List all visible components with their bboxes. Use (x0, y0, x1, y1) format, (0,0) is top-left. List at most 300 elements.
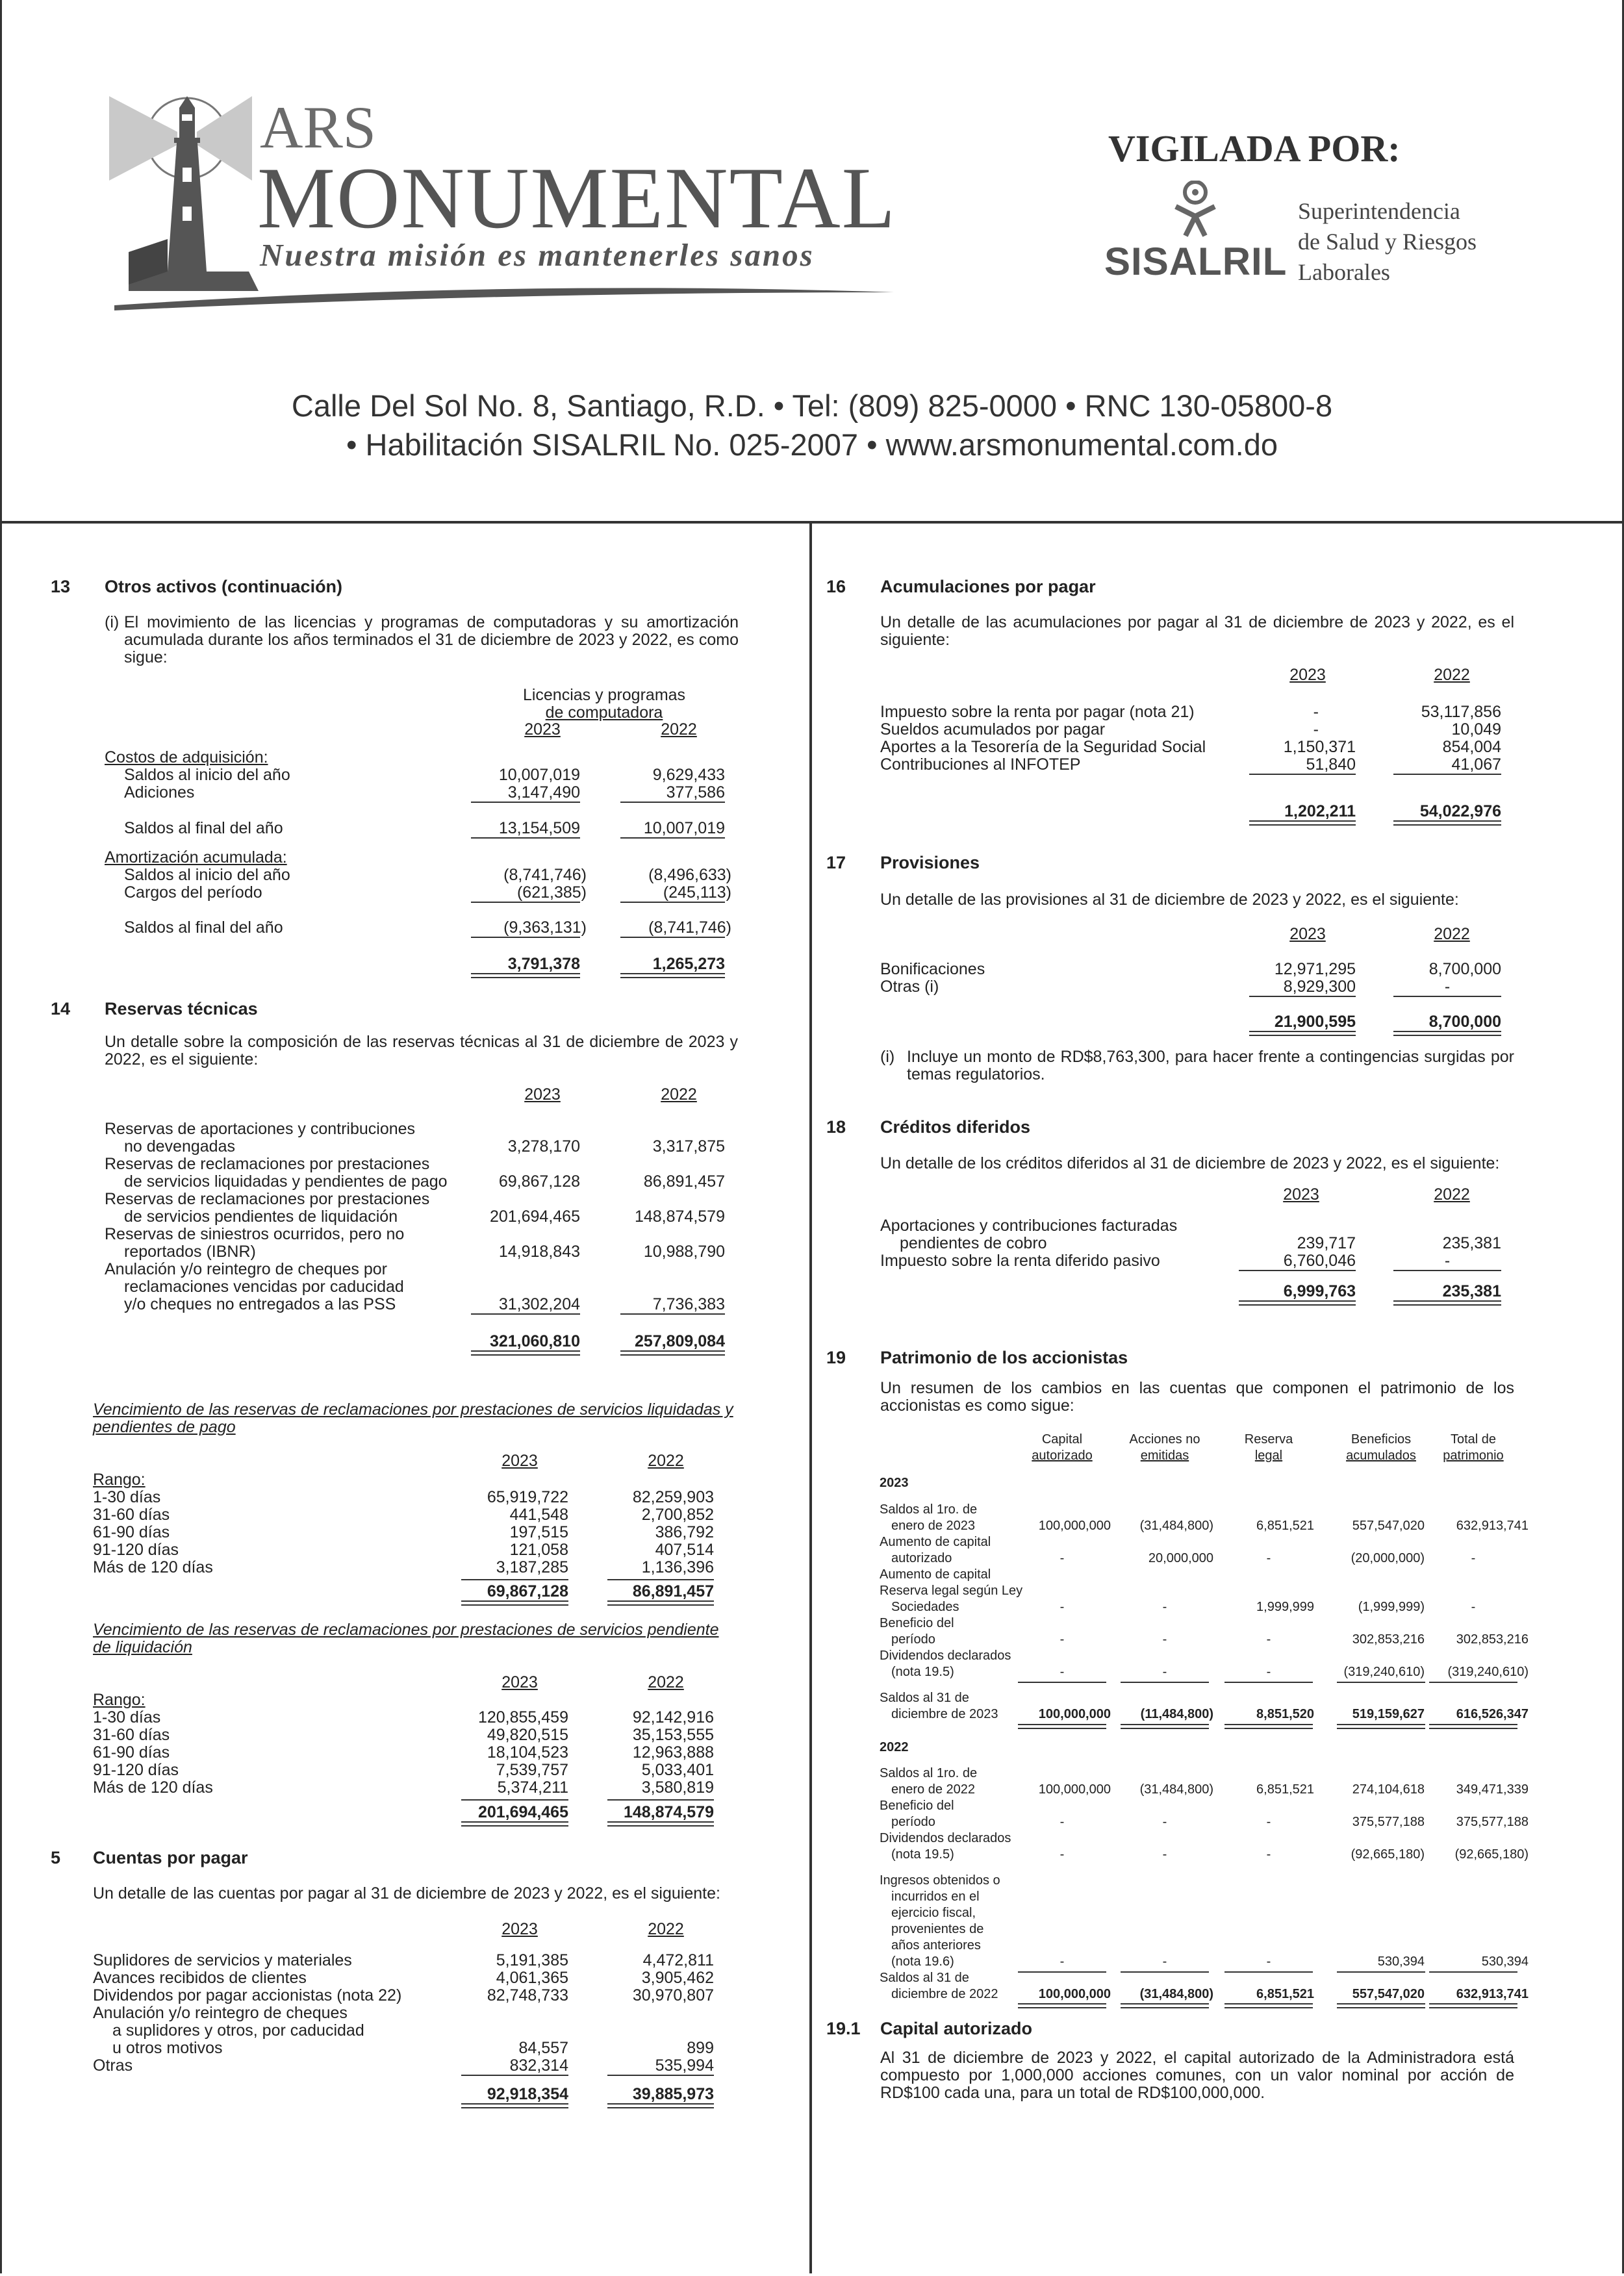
double-rule (461, 1821, 568, 1827)
double-rule (1429, 1724, 1517, 1729)
section-title: Capital autorizado (880, 2019, 1033, 2038)
section-number: 19 (826, 1348, 846, 1367)
row-label: Adiciones (124, 783, 195, 802)
total-2023: 3,791,378 (507, 955, 580, 973)
equity-value: - (1059, 1847, 1065, 1862)
row-label: Beneficio del (880, 1799, 954, 1813)
value-2022: 3,905,462 (641, 1969, 714, 1987)
rule (620, 837, 725, 839)
row-label: diciembre de 2022 (891, 1987, 998, 2001)
row-label: Beneficio del (880, 1616, 954, 1630)
row-label: Aumento de capital (880, 1567, 991, 1582)
section-title: Patrimonio de los accionistas (880, 1348, 1128, 1367)
double-rule (607, 1821, 714, 1827)
section-number: 5 (51, 1848, 61, 1867)
value-2023: 197,515 (509, 1523, 568, 1541)
row-label: Saldos al final del año (124, 918, 283, 937)
column-header: Reserva (1244, 1432, 1293, 1447)
total-2022: 39,885,973 (632, 2085, 714, 2103)
section-title: Provisiones (880, 853, 980, 872)
section-number: 13 (51, 577, 71, 596)
value-2022: 35,153,555 (632, 1726, 714, 1744)
subsection-title: pendientes de pago (93, 1418, 236, 1436)
row-label: pendientes de cobro (900, 1234, 1047, 1252)
double-rule (620, 1350, 725, 1356)
row-label: Bonificaciones (880, 960, 985, 978)
value-2022: 30,970,807 (632, 1986, 714, 2004)
double-rule (471, 973, 580, 978)
equity-value: (92,665,180) (1351, 1847, 1425, 1862)
value-2022: 4,472,811 (642, 1951, 714, 1969)
double-rule (1249, 1031, 1356, 1036)
total-2023: 69,867,128 (487, 1582, 568, 1600)
rule (461, 1799, 568, 1801)
double-rule (1249, 820, 1356, 826)
double-rule (461, 1600, 568, 1606)
equity-value: - (1059, 1815, 1065, 1829)
value-2023: 65,919,722 (487, 1488, 568, 1506)
row-label: Avances recibidos de clientes (93, 1969, 307, 1987)
row-label: período (891, 1815, 935, 1829)
section-number: 16 (826, 577, 846, 596)
row-label: años anteriores (891, 1938, 981, 1953)
range-label: Más de 120 días (93, 1778, 213, 1797)
rule (1393, 774, 1501, 775)
equity-value: - (1162, 1665, 1167, 1679)
value-2022: - (1444, 1252, 1451, 1270)
value-2022: 3,580,819 (641, 1778, 714, 1797)
equity-value: - (1266, 1665, 1271, 1679)
rule (1224, 1682, 1313, 1683)
rule (471, 837, 580, 839)
row-label: enero de 2022 (891, 1782, 976, 1797)
equity-value: 349,471,339 (1456, 1782, 1529, 1797)
row-label: reclamaciones vencidas por caducidad (124, 1278, 404, 1296)
section-title: Acumulaciones por pagar (880, 577, 1096, 596)
equity-value: 557,547,020 (1352, 1987, 1425, 2001)
vigilada-por-label: VIGILADA POR: (1108, 127, 1401, 170)
total-2022: 86,891,457 (632, 1582, 714, 1600)
column-header-line2: de computadora (545, 703, 663, 722)
value-2022: 1,136,396 (641, 1558, 714, 1576)
row-label: (nota 19.5) (891, 1847, 954, 1862)
equity-value: - (1266, 1815, 1271, 1829)
row-label: (nota 19.5) (891, 1665, 954, 1679)
value-2022: 10,988,790 (643, 1243, 725, 1261)
double-rule (1429, 2003, 1517, 2008)
double-rule (1239, 1300, 1356, 1306)
equity-value: 375,577,188 (1352, 1815, 1425, 1829)
total-2022: 235,381 (1442, 1282, 1501, 1300)
range-label: 1-30 días (93, 1708, 161, 1726)
double-rule (1018, 1724, 1106, 1729)
row-label: Anulación y/o reintegro de cheques (93, 2004, 348, 2022)
rule (1429, 1682, 1517, 1683)
equity-value: - (1162, 1632, 1167, 1647)
row-label: Reservas de siniestros ocurridos, pero no (105, 1225, 405, 1243)
year-group-2023: 2023 (880, 1476, 909, 1490)
value-2022: 235,381 (1442, 1234, 1501, 1252)
amortizacion-label: Amortización acumulada: (105, 848, 287, 866)
value-2022: 82,259,903 (632, 1488, 714, 1506)
value-2023: (621,385) (516, 883, 587, 902)
logo-monumental-text: MONUMENTAL (257, 150, 897, 247)
value-2023: 18,104,523 (487, 1743, 568, 1762)
year-2022: 2022 (661, 1085, 697, 1104)
equity-value: - (1059, 1632, 1065, 1647)
rule (1018, 1971, 1106, 1973)
range-label: 31-60 días (93, 1506, 170, 1524)
rule (620, 802, 725, 803)
year-2022: 2022 (648, 1452, 684, 1470)
rule (1393, 996, 1501, 997)
intro-paragraph: Un detalle de las acumulaciones por pagar al 31 de diciembre de 2023 y 2022, es el siguiente: (880, 613, 1514, 649)
row-label: Dividendos declarados (880, 1649, 1011, 1663)
value-2023: (8,741,746) (503, 866, 587, 884)
year-2022: 2022 (1434, 666, 1470, 684)
equity-value: 1,999,999 (1256, 1600, 1314, 1614)
year-2023: 2023 (501, 1452, 538, 1470)
intro-paragraph: Un detalle de las cuentas por pagar al 31 de diciembre de 2023 y 2022, es el siguiente: (93, 1884, 720, 1903)
section-title: Reservas técnicas (105, 999, 258, 1018)
intro-paragraph: Un detalle sobre la composición de las reservas técnicas al 31 de diciembre de 2023 y 2022, es el siguiente: (105, 1033, 738, 1068)
intro-marker: (i) (105, 613, 120, 631)
subsection-title: Vencimiento de las reservas de reclamaciones por prestaciones de servicios pendiente (93, 1621, 719, 1639)
equity-value: 6,851,521 (1256, 1782, 1314, 1797)
equity-value: - (1162, 1847, 1167, 1862)
total-2022: 257,809,084 (634, 1332, 725, 1350)
rule (607, 1579, 714, 1580)
value-2022: 899 (687, 2039, 714, 2057)
year-2023: 2023 (1289, 925, 1326, 943)
total-2022: 8,700,000 (1428, 1013, 1501, 1031)
intro-paragraph: Un detalle de las provisiones al 31 de diciembre de 2023 y 2022, es el siguiente: (880, 891, 1459, 909)
range-label: 61-90 días (93, 1743, 170, 1762)
value-2022: 12,963,888 (632, 1743, 714, 1762)
column-header: Beneficios (1351, 1432, 1412, 1447)
value-2023: (9,363,131) (503, 918, 587, 937)
column-header: autorizado (1032, 1448, 1093, 1463)
column-divider (809, 521, 812, 2273)
equity-value: 302,853,216 (1352, 1632, 1425, 1647)
equity-value: - (1162, 1600, 1167, 1614)
row-label: Reservas de aportaciones y contribuciones (105, 1120, 416, 1138)
value-2022: 5,033,401 (641, 1761, 714, 1779)
note-text: Incluye un monto de RD$8,763,300, para hacer frente a contingencias surgidas por temas regulatorios. (907, 1048, 1514, 1083)
rango-label: Rango: (93, 1691, 146, 1709)
total-2022: 54,022,976 (1419, 802, 1501, 820)
note-marker: (i) (880, 1048, 895, 1066)
section-title: Créditos diferidos (880, 1117, 1031, 1137)
range-label: 1-30 días (93, 1488, 161, 1506)
value-2023: 3,147,490 (507, 783, 580, 802)
value-2023: 13,154,509 (498, 819, 580, 837)
value-2022: 854,004 (1442, 738, 1501, 756)
row-label: Saldos al inicio del año (124, 866, 290, 884)
equity-value: (92,665,180) (1454, 1847, 1529, 1862)
row-label: Saldos al final del año (124, 819, 283, 837)
total-2023: 92,918,354 (487, 2085, 568, 2103)
row-label: Contribuciones al INFOTEP (880, 755, 1081, 774)
rule (1337, 1971, 1425, 1973)
row-label: Saldos al 31 de (880, 1691, 969, 1705)
value-2022: 535,994 (655, 2056, 714, 2075)
row-label: diciembre de 2023 (891, 1707, 998, 1721)
equity-value: - (1162, 1815, 1167, 1829)
column-header: acumulados (1346, 1448, 1416, 1463)
year-2023: 2023 (1283, 1185, 1319, 1204)
value-2023: 1,150,371 (1283, 738, 1356, 756)
rule (461, 2075, 568, 2076)
address-line-1: Calle Del Sol No. 8, Santiago, R.D. • Tel: (809) 825-0000 • RNC 130-05800-8 (291, 388, 1333, 423)
row-label: Sueldos acumulados por pagar (880, 720, 1106, 739)
row-label: provenientes de (891, 1922, 984, 1936)
equity-value: - (1266, 1632, 1271, 1647)
double-rule (1121, 1724, 1209, 1729)
row-label: Saldos al 1ro. de (880, 1502, 978, 1517)
row-label: u otros motivos (112, 2039, 223, 2057)
year-2022: 2022 (648, 1673, 684, 1691)
rule (1249, 774, 1356, 775)
row-label: no devengadas (124, 1137, 235, 1156)
equity-value: 6,851,521 (1256, 1987, 1314, 2001)
section-text: Al 31 de diciembre de 2023 y 2022, el capital autorizado de la Administradora está compuesto por 1,000,000 acciones comunes, con un valor nominal por acción de RD$100 cada una, para un total de RD$100,000,000. (880, 2049, 1514, 2102)
sisalril-person-icon (1169, 181, 1221, 239)
year-2022: 2022 (1434, 1185, 1470, 1204)
row-label: ejercicio fiscal, (891, 1906, 976, 1920)
year-2022: 2022 (1434, 925, 1470, 943)
rule (1121, 1971, 1209, 1973)
total-2023: 21,900,595 (1274, 1013, 1356, 1031)
value-2023: 3,278,170 (507, 1137, 580, 1156)
row-label: Saldos al 1ro. de (880, 1766, 978, 1780)
rule (1239, 1270, 1356, 1271)
row-label: Reserva legal según Ley (880, 1584, 1023, 1598)
double-rule (1337, 1724, 1425, 1729)
equity-value: (11,484,800) (1140, 1707, 1213, 1721)
equity-value: - (1471, 1551, 1476, 1565)
rule (1121, 1682, 1209, 1683)
value-2022: (8,496,633) (648, 866, 731, 884)
double-rule (607, 2103, 714, 2108)
section-number: 19.1 (826, 2019, 861, 2038)
row-label: de servicios pendientes de liquidación (124, 1208, 398, 1226)
row-label: Ingresos obtenidos o (880, 1873, 1000, 1888)
row-label: incurridos en el (891, 1890, 980, 1904)
column-header: patrimonio (1443, 1448, 1504, 1463)
double-rule (1393, 820, 1501, 826)
value-2023: 832,314 (509, 2056, 568, 2075)
total-2023: 1,202,211 (1284, 802, 1356, 820)
equity-value: 530,394 (1377, 1954, 1425, 1969)
rule (471, 902, 580, 903)
value-2022: 10,049 (1451, 720, 1501, 739)
value-2023: 14,918,843 (498, 1243, 580, 1261)
row-label: enero de 2023 (891, 1519, 976, 1533)
value-2023: - (1313, 720, 1319, 739)
total-2023: 321,060,810 (489, 1332, 580, 1350)
value-2022: 10,007,019 (643, 819, 725, 837)
column-header-line1: Licencias y programas (522, 686, 686, 704)
section-title: Cuentas por pagar (93, 1848, 248, 1867)
equity-value: - (1059, 1551, 1065, 1565)
value-2023: 3,187,285 (496, 1558, 568, 1576)
equity-value: 302,853,216 (1456, 1632, 1529, 1647)
row-label: Dividendos por pagar accionistas (nota 22) (93, 1986, 402, 2004)
subsection-title: Vencimiento de las reservas de reclamaciones por prestaciones de servicios liquidadas y (93, 1400, 733, 1419)
rule (607, 2075, 714, 2076)
column-header: Total de (1450, 1432, 1497, 1447)
value-2023: 82,748,733 (487, 1986, 568, 2004)
equity-value: 6,851,521 (1256, 1519, 1314, 1533)
value-2022: 92,142,916 (632, 1708, 714, 1726)
row-label: Otras (i) (880, 978, 939, 996)
value-2023: 8,929,300 (1283, 978, 1356, 996)
value-2023: 121,058 (509, 1541, 568, 1559)
value-2023: - (1313, 703, 1319, 721)
double-rule (1393, 1300, 1501, 1306)
value-2022: 7,736,383 (652, 1295, 725, 1313)
equity-value: 100,000,000 (1038, 1519, 1111, 1533)
year-2023: 2023 (1289, 666, 1326, 684)
equity-value: (319,240,610) (1447, 1665, 1529, 1679)
row-label: Reservas de reclamaciones por prestaciones (105, 1155, 430, 1173)
rule (471, 802, 580, 803)
rule (1429, 1971, 1517, 1973)
year-2023: 2023 (501, 1673, 538, 1691)
equity-value: 616,526,347 (1456, 1707, 1529, 1721)
value-2023: 4,061,365 (496, 1969, 568, 1987)
value-2022: 41,067 (1451, 755, 1501, 774)
equity-value: - (1266, 1551, 1271, 1565)
value-2022: 3,317,875 (652, 1137, 725, 1156)
row-label: Dividendos declarados (880, 1831, 1011, 1845)
intro-paragraph: El movimiento de las licencias y programas de computadoras y su amortización acumulada durante los años terminados el 31 de diciembre de 2023 y 2022, es como sigue: (124, 613, 739, 666)
logo-ars-text: ARS (260, 94, 376, 160)
value-2023: 5,191,385 (496, 1951, 568, 1969)
equity-value: 8,851,520 (1256, 1707, 1314, 1721)
equity-value: (31,484,800) (1139, 1519, 1213, 1533)
intro-paragraph: Un detalle de los créditos diferidos al 31 de diciembre de 2023 y 2022, es el siguiente: (880, 1154, 1500, 1172)
row-label: Anulación y/o reintegro de cheques por (105, 1260, 388, 1278)
rule (471, 937, 580, 938)
value-2022: 377,586 (666, 783, 725, 802)
year-2023: 2023 (524, 720, 561, 739)
double-rule (1224, 2003, 1313, 2008)
year-2023: 2023 (501, 1920, 538, 1938)
sisalril-wordmark: SISALRIL (1104, 240, 1288, 283)
rule (620, 902, 725, 903)
equity-value: - (1266, 1954, 1271, 1969)
equity-value: - (1059, 1665, 1065, 1679)
value-2023: 49,820,515 (487, 1726, 568, 1744)
equity-value: 557,547,020 (1352, 1519, 1425, 1533)
value-2023: 441,548 (509, 1506, 568, 1524)
equity-value: 375,577,188 (1456, 1815, 1529, 1829)
costos-label: Costos de adquisición: (105, 748, 268, 766)
value-2022: 53,117,856 (1421, 703, 1501, 721)
row-label: Reservas de reclamaciones por prestaciones (105, 1190, 430, 1208)
rule (1337, 1682, 1425, 1683)
row-label: reportados (IBNR) (124, 1243, 256, 1261)
equity-value: (319,240,610) (1343, 1665, 1425, 1679)
value-2022: 386,792 (655, 1523, 714, 1541)
equity-value: 100,000,000 (1038, 1987, 1111, 2001)
row-label: Cargos del período (124, 883, 262, 902)
row-label: Saldos al 31 de (880, 1971, 969, 1985)
rule (1018, 1682, 1106, 1683)
intro-paragraph: Un resumen de los cambios en las cuentas que componen el patrimonio de los accionistas es como sigue: (880, 1379, 1514, 1415)
double-rule (1018, 2003, 1106, 2008)
value-2022: 148,874,579 (634, 1208, 725, 1226)
range-label: 91-120 días (93, 1541, 179, 1559)
value-2023: 239,717 (1297, 1234, 1356, 1252)
rule (1393, 1270, 1501, 1271)
row-label: Sociedades (891, 1600, 959, 1614)
equity-value: (20,000,000) (1351, 1551, 1425, 1565)
rule (461, 1579, 568, 1580)
double-rule (461, 2103, 568, 2108)
rule (1224, 1971, 1313, 1973)
equity-value: - (1266, 1847, 1271, 1862)
rule (607, 1799, 714, 1801)
value-2022: 8,700,000 (1428, 960, 1501, 978)
value-2023: 69,867,128 (498, 1172, 580, 1191)
lighthouse-logo-icon (109, 77, 259, 291)
value-2023: 12,971,295 (1274, 960, 1356, 978)
equity-value: (1,999,999) (1358, 1600, 1425, 1614)
row-label: Aportaciones y contribuciones facturadas (880, 1217, 1178, 1235)
equity-value: - (1162, 1954, 1167, 1969)
equity-value: 519,159,627 (1352, 1707, 1425, 1721)
double-rule (471, 1350, 580, 1356)
row-label: a suplidores y otros, por caducidad (112, 2021, 364, 2040)
equity-value: 20,000,000 (1148, 1551, 1213, 1565)
value-2022: 407,514 (655, 1541, 714, 1559)
row-label: Impuesto sobre la renta por pagar (nota 21) (880, 703, 1195, 721)
subsection-title: de liquidación (93, 1638, 192, 1656)
column-header: Capital (1041, 1432, 1083, 1447)
value-2023: 120,855,459 (477, 1708, 568, 1726)
value-2023: 31,302,204 (498, 1295, 580, 1313)
row-label: Saldos al inicio del año (124, 766, 290, 784)
row-label: Otras (93, 2056, 133, 2075)
rule (1249, 996, 1356, 997)
section-number: 14 (51, 999, 71, 1018)
value-2022: 2,700,852 (641, 1506, 714, 1524)
year-2023: 2023 (524, 1085, 561, 1104)
value-2022: - (1444, 978, 1451, 996)
value-2022: (245,113) (663, 883, 731, 902)
slogan: Nuestra misión es mantenerles sanos (260, 237, 815, 273)
equity-value: 100,000,000 (1038, 1782, 1111, 1797)
column-header: Acciones no (1129, 1432, 1200, 1447)
total-2023: 201,694,465 (477, 1803, 568, 1821)
double-rule (1121, 2003, 1209, 2008)
value-2023: 10,007,019 (498, 766, 580, 784)
double-rule (620, 973, 725, 978)
total-2023: 6,999,763 (1283, 1282, 1356, 1300)
equity-value: 274,104,618 (1352, 1782, 1425, 1797)
section-number: 17 (826, 853, 846, 872)
row-label: (nota 19.6) (891, 1954, 954, 1969)
value-2023: 7,539,757 (496, 1761, 568, 1779)
total-2022: 148,874,579 (623, 1803, 714, 1821)
double-rule (1393, 1031, 1501, 1036)
equity-value: - (1059, 1600, 1065, 1614)
double-rule (607, 1600, 714, 1606)
equity-value: (31,484,800) (1139, 1782, 1213, 1797)
